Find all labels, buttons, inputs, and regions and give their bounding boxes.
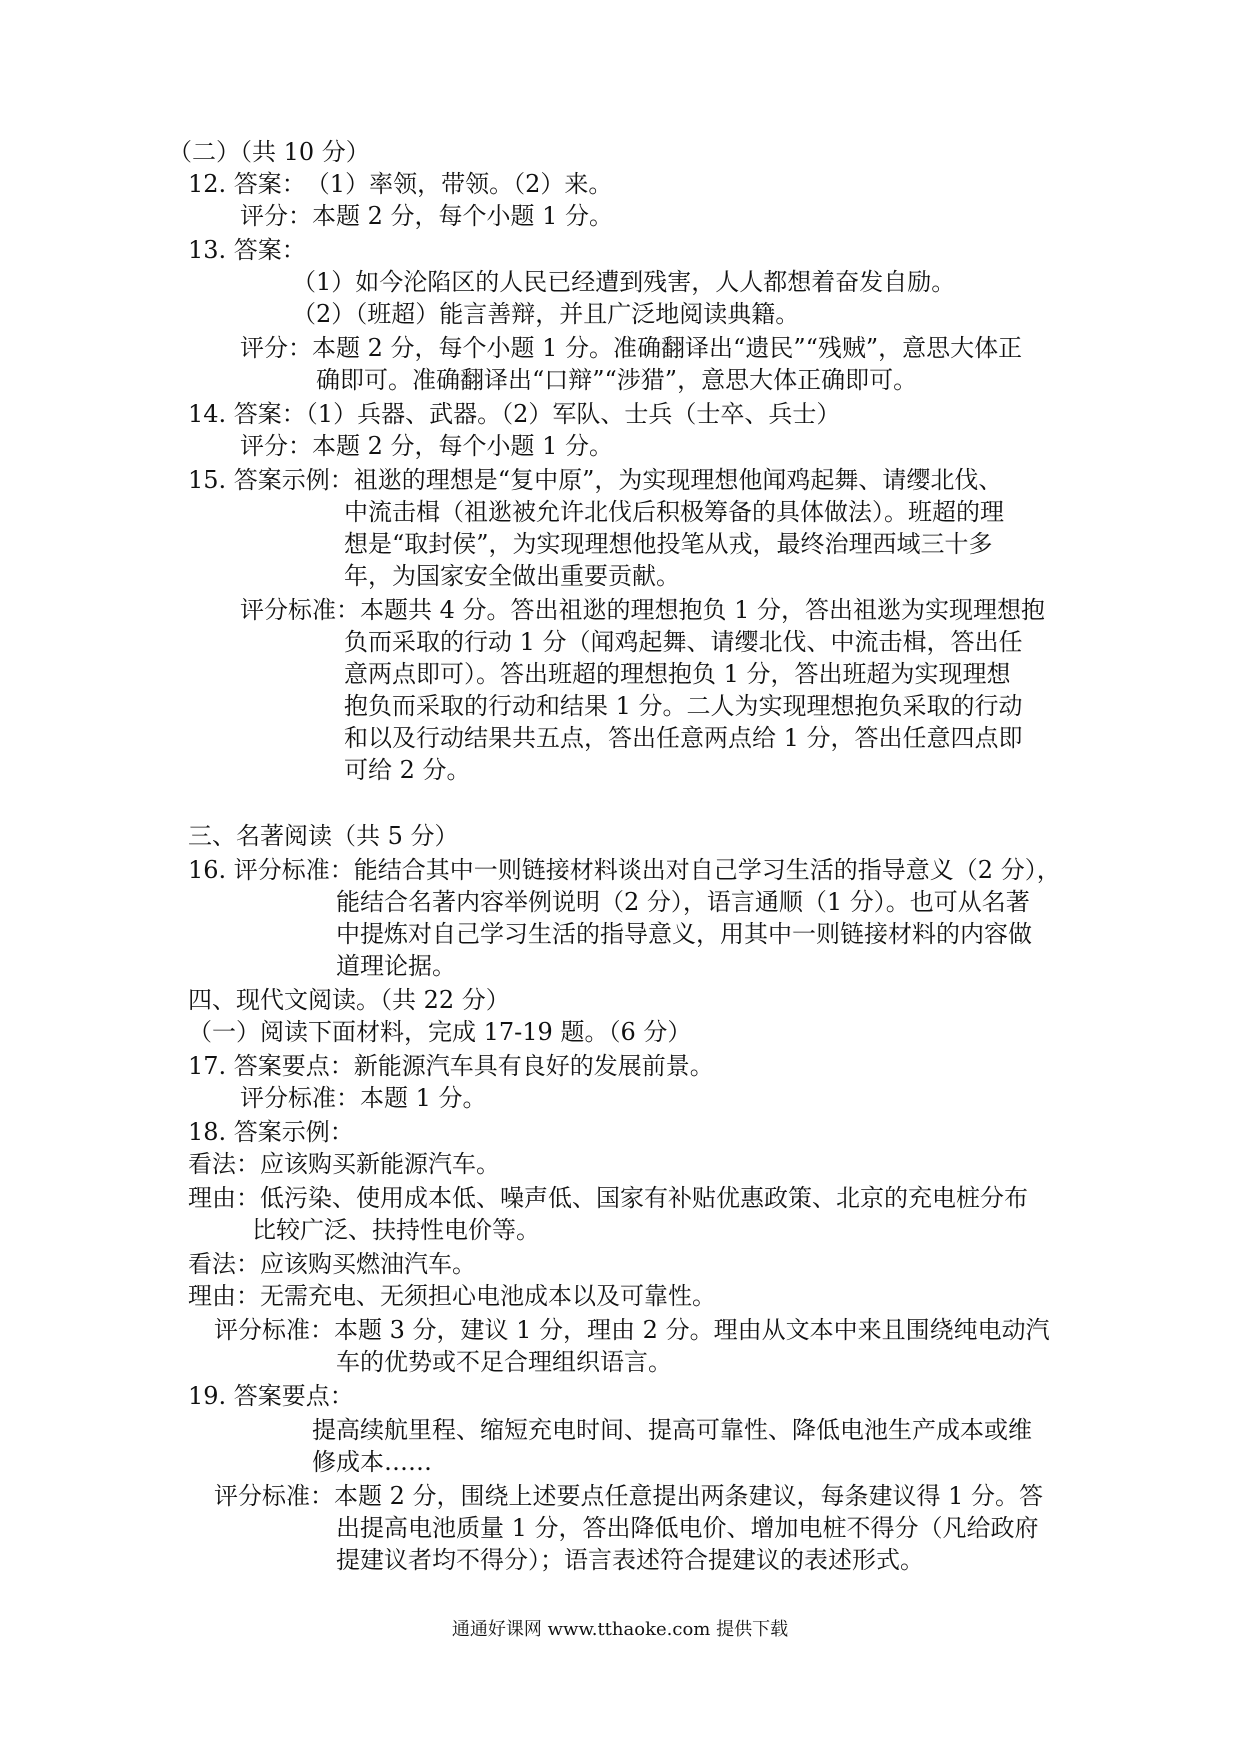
q18-view-2: 看法：应该购买燃油汽车。 [188, 1250, 476, 1278]
q17-answer: 17. 答案要点：新能源汽车具有良好的发展前景。 [188, 1052, 714, 1080]
q15-scoring-cont-1: 负而采取的行动 1 分（闻鸡起舞、请缨北伐、中流击楫，答出任 [344, 628, 1023, 656]
q16-scoring-cont-1: 能结合名著内容举例说明（2 分），语言通顺（1 分）。也可从名著 [336, 888, 1030, 916]
q15-answer: 15. 答案示例：祖逖的理想是“复中原”，为实现理想他闻鸡起舞、请缨北伐、 [188, 466, 1003, 494]
q19-scoring: 评分标准：本题 2 分，围绕上述要点任意提出两条建议，每条建议得 1 分。答 [214, 1482, 1044, 1510]
q18-view-1: 看法：应该购买新能源汽车。 [188, 1150, 500, 1178]
q16-scoring-cont-2: 中提炼对自己学习生活的指导意义，用其中一则链接材料的内容做 [336, 920, 1032, 948]
section-three-heading: 三、名著阅读（共 5 分） [188, 822, 459, 850]
q18-reason-1-cont: 比较广泛、扶持性电价等。 [252, 1216, 540, 1244]
q13-answer-2: （2）（班超）能言善辩，并且广泛地阅读典籍。 [292, 300, 800, 328]
q13-answer-1: （1）如今沦陷区的人民已经遭到残害，人人都想着奋发自励。 [292, 268, 956, 296]
q19-scoring-cont-2: 提建议者均不得分）；语言表述符合提建议的表述形式。 [336, 1546, 924, 1574]
q13-scoring-cont: 确即可。准确翻译出“口辩”“涉猎”，意思大体正确即可。 [316, 366, 918, 394]
q15-scoring: 评分标准：本题共 4 分。答出祖逖的理想抱负 1 分，答出祖逖为实现理想抱 [240, 596, 1046, 624]
q12-scoring: 评分：本题 2 分，每个小题 1 分。 [240, 202, 614, 230]
q18-reason-1: 理由：低污染、使用成本低、噪声低、国家有补贴优惠政策、北京的充电桩分布 [188, 1184, 1028, 1212]
q13-answer-label: 13. 答案： [188, 236, 306, 264]
q15-answer-cont-3: 年，为国家安全做出重要贡献。 [344, 562, 680, 590]
q15-scoring-cont-5: 可给 2 分。 [344, 756, 471, 784]
q18-answer-label: 18. 答案示例： [188, 1118, 354, 1146]
part-one-heading: （一）阅读下面材料，完成 17-19 题。（6 分） [188, 1018, 692, 1046]
q18-scoring-cont: 车的优势或不足合理组织语言。 [336, 1348, 672, 1376]
q15-scoring-cont-2: 意两点即可）。答出班超的理想抱负 1 分，答出班超为实现理想 [344, 660, 1011, 688]
q12-answer: 12. 答案： （1）率领，带领。（2）来。 [188, 170, 613, 198]
q19-answer-label: 19. 答案要点： [188, 1382, 354, 1410]
q19-answer: 提高续航里程、缩短充电时间、提高可靠性、降低电池生产成本或维 [312, 1416, 1032, 1444]
q14-scoring: 评分：本题 2 分，每个小题 1 分。 [240, 432, 614, 460]
q17-scoring: 评分标准：本题 1 分。 [240, 1084, 487, 1112]
section-four-heading: 四、现代文阅读。（共 22 分） [188, 986, 510, 1014]
page-footer: 通通好课网 www.tthaoke.com 提供下载 [451, 1619, 789, 1640]
q18-scoring: 评分标准：本题 3 分，建议 1 分，理由 2 分。理由从文本中来且围绕纯电动汽 [214, 1316, 1050, 1344]
q19-answer-cont: 修成本…… [312, 1448, 432, 1476]
section-two-heading: （二）（共 10 分） [168, 138, 370, 166]
q18-reason-2: 理由：无需充电、无须担心电池成本以及可靠性。 [188, 1282, 716, 1310]
q15-answer-cont-2: 想是“取封侯”，为实现理想他投笔从戎，最终治理西域三十多 [344, 530, 993, 558]
q14-answer: 14. 答案：（1）兵器、武器。（2）军队、士兵（士卒、兵士） [188, 400, 841, 428]
q13-scoring: 评分：本题 2 分，每个小题 1 分。准确翻译出“遗民”“残贼”，意思大体正 [240, 334, 1023, 362]
q15-answer-cont-1: 中流击楫（祖逖被允许北伐后积极筹备的具体做法）。班超的理 [344, 498, 1004, 526]
q16-scoring-cont-3: 道理论据。 [336, 952, 456, 980]
q15-scoring-cont-4: 和以及行动结果共五点，答出任意两点给 1 分，答出任意四点即 [344, 724, 1023, 752]
q15-scoring-cont-3: 抱负而采取的行动和结果 1 分。二人为实现理想抱负采取的行动 [344, 692, 1023, 720]
q19-scoring-cont-1: 出提高电池质量 1 分，答出降低电价、增加电桩不得分（凡给政府 [336, 1514, 1039, 1542]
q16-scoring: 16. 评分标准：能结合其中一则链接材料谈出对自己学习生活的指导意义（2 分）， [188, 856, 1061, 884]
